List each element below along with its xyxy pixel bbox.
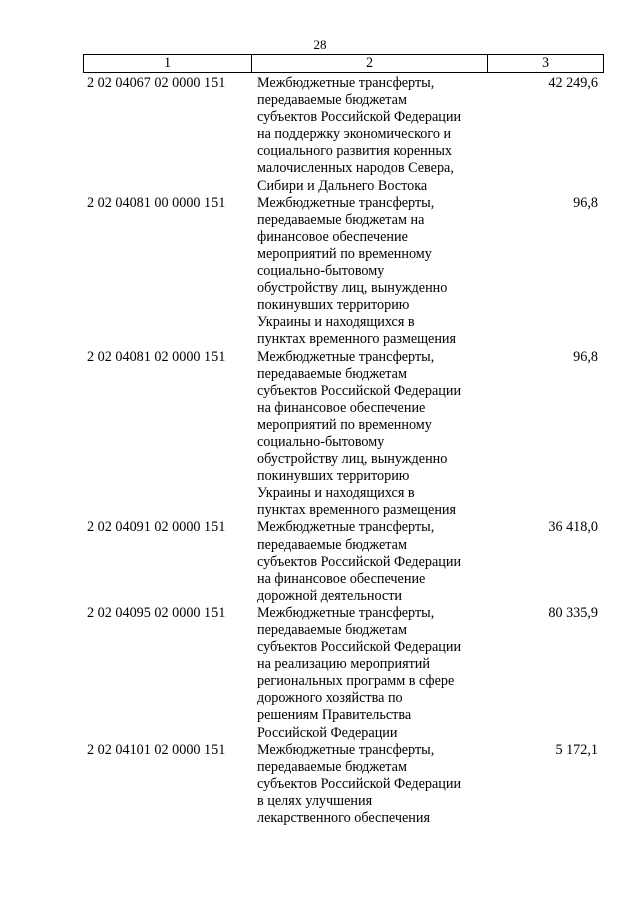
budget-item-name-line: покинувших территорию bbox=[257, 297, 410, 314]
budget-item-name-line: Межбюджетные трансферты, bbox=[257, 194, 435, 211]
budget-item-name-line: на финансовое обеспечение bbox=[257, 399, 426, 416]
budget-amount: 96,8 bbox=[573, 348, 598, 365]
budget-item-name-line: Украины и находящихся в bbox=[257, 314, 415, 331]
budget-item-name-line: мероприятий по временному bbox=[257, 416, 432, 433]
budget-item-name-line: решениям Правительства bbox=[257, 707, 412, 724]
budget-code: 2 02 04067 02 0000 151 bbox=[87, 75, 226, 91]
table-row bbox=[83, 605, 604, 742]
budget-item-name-line: обустройству лиц, вынужденно bbox=[257, 280, 448, 297]
budget-amount: 96,8 bbox=[573, 194, 598, 211]
budget-item-name-line: передаваемые бюджетам bbox=[257, 92, 407, 109]
budget-item-name bbox=[250, 519, 485, 604]
column-header-2: 2 bbox=[251, 55, 487, 72]
budget-item-name-line: обустройству лиц, вынужденно bbox=[257, 451, 448, 468]
budget-item-name bbox=[250, 75, 485, 195]
budget-item-name-line: на финансовое обеспечение bbox=[257, 570, 426, 587]
budget-item-name-line: Межбюджетные трансферты, bbox=[257, 604, 435, 621]
budget-table bbox=[83, 54, 604, 827]
budget-item-name-line: дорожного хозяйства по bbox=[257, 690, 403, 707]
budget-item-name-line: субъектов Российской Федерации bbox=[257, 775, 462, 792]
budget-item-name-line: Межбюджетные трансферты, bbox=[257, 75, 435, 91]
budget-item-name-line: в целях улучшения bbox=[257, 792, 373, 809]
budget-amount: 80 335,9 bbox=[548, 604, 598, 621]
column-header-1: 1 bbox=[163, 55, 172, 71]
budget-code: 2 02 04091 02 0000 151 bbox=[87, 519, 226, 536]
budget-amount: 42 249,6 bbox=[548, 75, 598, 91]
budget-amount: 36 418,0 bbox=[548, 519, 598, 536]
budget-item-name-line: социально-бытовому bbox=[257, 263, 385, 280]
budget-item-name-line: финансовое обеспечение bbox=[257, 228, 408, 245]
budget-code: 2 02 04081 02 0000 151 bbox=[87, 348, 226, 365]
budget-item-name-line: субъектов Российской Федерации bbox=[257, 382, 462, 399]
budget-item-name-line: передаваемые бюджетам bbox=[257, 365, 407, 382]
page-number: 28 bbox=[313, 37, 327, 52]
budget-item-name-line: Межбюджетные трансферты, bbox=[257, 348, 435, 365]
budget-amount: 5 172,1 bbox=[555, 741, 598, 758]
table-header bbox=[83, 54, 604, 73]
budget-code: 2 02 04095 02 0000 151 bbox=[87, 604, 226, 621]
budget-item-name-line: Сибири и Дальнего Востока bbox=[257, 177, 428, 194]
budget-item-name-line: мероприятий по временному bbox=[257, 245, 432, 262]
table-row bbox=[83, 349, 604, 520]
budget-item-name-line: покинувших территорию bbox=[257, 468, 410, 485]
budget-item-name-line: дорожной деятельности bbox=[257, 587, 402, 604]
table-row bbox=[83, 75, 604, 195]
budget-item-name-line: Межбюджетные трансферты, bbox=[257, 519, 435, 536]
budget-item-name-line: лекарственного обеспечения bbox=[257, 810, 430, 827]
budget-item-name-line: социально-бытовому bbox=[257, 433, 385, 450]
budget-item-name-line: социального развития коренных bbox=[257, 143, 452, 160]
budget-code: 2 02 04101 02 0000 151 bbox=[87, 741, 226, 758]
budget-item-name bbox=[250, 742, 485, 827]
budget-item-name-line: пунктах временного размещения bbox=[257, 502, 457, 519]
table-row bbox=[83, 195, 604, 349]
budget-item-name-line: региональных программ в сфере bbox=[257, 673, 455, 690]
budget-item-name-line: передаваемые бюджетам на bbox=[257, 211, 425, 228]
table-body bbox=[83, 73, 604, 827]
budget-item-name bbox=[250, 195, 485, 349]
budget-item-name-line: пунктах временного размещения bbox=[257, 331, 457, 348]
budget-item-name-line: Российской Федерации bbox=[257, 724, 398, 741]
table-row bbox=[83, 519, 604, 604]
budget-item-name-line: малочисленных народов Севера, bbox=[257, 160, 454, 177]
budget-code: 2 02 04081 00 0000 151 bbox=[87, 194, 226, 211]
budget-item-name-line: субъектов Российской Федерации bbox=[257, 639, 462, 656]
budget-item-name-line: передаваемые бюджетам bbox=[257, 622, 407, 638]
budget-item-name-line: субъектов Российской Федерации bbox=[257, 109, 462, 126]
budget-item-name-line: Межбюджетные трансферты, bbox=[257, 741, 435, 758]
budget-item-name-line: Украины и находящихся в bbox=[257, 485, 415, 502]
budget-item-name-line: на поддержку экономического и bbox=[257, 126, 452, 143]
budget-item-name bbox=[250, 605, 485, 742]
budget-item-name-line: на реализацию мероприятий bbox=[257, 656, 430, 673]
budget-item-name-line: передаваемые бюджетам bbox=[257, 758, 407, 775]
budget-item-name bbox=[250, 349, 485, 520]
column-header-3: 3 bbox=[487, 55, 603, 72]
budget-item-name-line: субъектов Российской Федерации bbox=[257, 553, 462, 570]
table-row bbox=[83, 742, 604, 827]
budget-item-name-line: передаваемые бюджетам bbox=[257, 536, 407, 553]
